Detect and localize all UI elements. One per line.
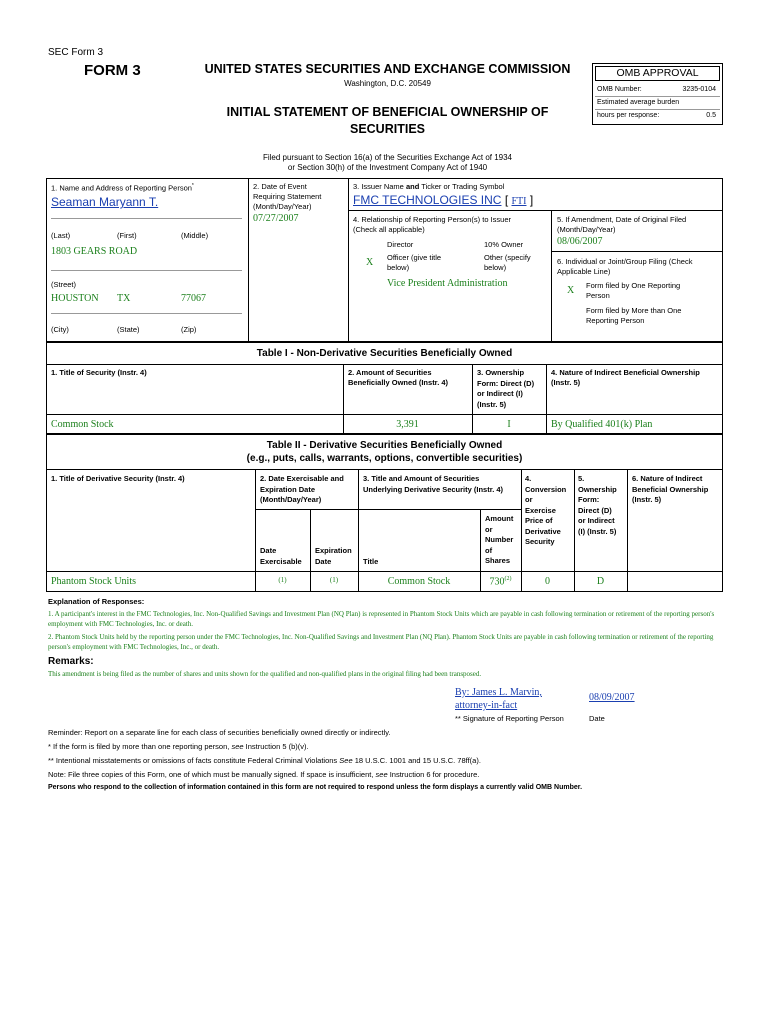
event-date: 07/27/2007	[253, 213, 299, 224]
t2-row-form: D	[596, 576, 605, 587]
state-label: (State)	[117, 325, 140, 334]
reporting-person-name[interactable]: Seaman Maryann T.	[51, 195, 159, 209]
issuer-link[interactable]: FMC TECHNOLOGIES INC	[353, 193, 502, 207]
t1-head-top	[46, 364, 723, 365]
filed-pursuant-1: Filed pursuant to Section 16(a) of the Securities Exchange Act of 1934	[262, 153, 513, 162]
t1-col-title: 1. Title of Security (Instr. 4)	[51, 368, 147, 377]
omb-divider-2	[595, 109, 720, 110]
director-option: Director	[387, 240, 414, 249]
filed-pursuant-2: or Section 30(h) of the Investment Company Act of 1940	[287, 163, 488, 172]
ticker-link[interactable]: FTI	[511, 196, 527, 207]
t1-row-amount: 3,391	[396, 419, 419, 430]
t1-v3	[546, 364, 547, 434]
t2-v2	[358, 469, 359, 592]
explanation-note-1: 1. A participant's interest in the FMC Technologies, Inc. Non-Qualified Savings and Investment Plan (NQ Plan) is represented in Phantom Stock Units which are payable in cash following termination or retirement of the reporting person's employment with FMC Technologies, Inc. or death.	[48, 610, 715, 628]
omb-notice: Persons who respond to the collection of information contained in this form are not required to respond unless the form displays a currently valid OMB Number.	[48, 784, 583, 791]
last-label: (Last)	[51, 231, 71, 240]
t2-sub-expiration: Expiration Date	[315, 546, 352, 566]
issuer-name: FMC TECHNOLOGIES INC [ FTI ]	[353, 193, 534, 207]
t2-col-dates: 2. Date Exercisable and Expiration Date (Month/Day/Year)	[260, 474, 344, 504]
t2-row-underlying: Common Stock	[387, 576, 451, 587]
zip-label: (Zip)	[181, 325, 197, 334]
divider-v2	[348, 178, 349, 342]
box1-label: 1. Name and Address of Reporting Person*	[51, 183, 194, 193]
t1-row-form: I	[507, 419, 511, 430]
t2-col-price: 4. Conversion or Exercise Price of Derivative Security	[525, 474, 567, 546]
t2-v3	[521, 469, 522, 592]
t2-sub-title: Title	[363, 557, 379, 566]
one-person-option: Form filed by One Reporting Person	[586, 281, 681, 300]
commission-title: UNITED STATES SECURITIES AND EXCHANGE COMMISSION	[204, 62, 571, 76]
city-line	[51, 313, 242, 314]
t2-head-bottom	[46, 571, 723, 572]
signature-name[interactable]: By: James L. Marvin, attorney-in-fact	[455, 687, 542, 711]
first-label: (First)	[117, 231, 137, 240]
street-line	[51, 270, 242, 271]
name-line	[51, 218, 242, 219]
signature-label: ** Signature of Reporting Person	[455, 714, 564, 723]
omb-number: 3235-0104	[682, 86, 716, 93]
t2-col-underlying: 3. Title and Amount of Securities Underlying Derivative Security (Instr. 4)	[363, 474, 504, 494]
box5-label: 5. If Amendment, Date of Original Filed (Month/Day/Year)	[557, 215, 687, 234]
divider-v1	[248, 178, 249, 342]
signature-date-label: Date	[589, 714, 605, 723]
t2-col-title: 1. Title of Derivative Security (Instr. 4)	[51, 474, 185, 483]
divider-h2	[551, 251, 723, 252]
city-value: HOUSTON	[51, 293, 99, 304]
t2-col-ownership: 5. Ownership Form: Direct (D) or Indirect (I) (Instr. 5)	[578, 474, 617, 536]
t1-col-amount: 2. Amount of Securities Beneficially Owned (Instr. 4)	[348, 368, 449, 387]
explanation-label: Explanation of Responses:	[48, 597, 145, 606]
amendment-date: 08/06/2007	[557, 236, 603, 247]
table-1-title: Table I - Non-Derivative Securities Beneficially Owned	[256, 348, 513, 359]
omb-number-label: OMB Number:	[597, 86, 642, 93]
omb-divider-1	[595, 96, 720, 97]
box3-label: 3. Issuer Name and Ticker or Trading Symbol	[353, 182, 505, 191]
street-label: (Street)	[51, 280, 77, 289]
omb-hours: 0.5	[706, 112, 716, 119]
t1-row-title: Common Stock	[51, 419, 114, 430]
divider-v3	[551, 210, 552, 342]
zip-value: 77067	[181, 293, 206, 304]
form-title: INITIAL STATEMENT OF BENEFICIAL OWNERSHIP OF SECURITIES	[226, 105, 549, 136]
reminder-text: Reminder: Report on a separate line for each class of securities beneficially owned directly or indirectly.	[48, 728, 391, 737]
t2-v5	[627, 469, 628, 592]
footnote-1: * If the form is filed by more than one reporting person, see Instruction 5 (b)(v).	[48, 742, 309, 751]
more-person-option: Form filed by More than One Reporting Person	[586, 306, 682, 325]
middle-label: (Middle)	[181, 231, 209, 240]
form-number: FORM 3	[84, 62, 141, 79]
t2-row-title: Phantom Stock Units	[51, 576, 137, 587]
footnote-3: Note: File three copies of this Form, one of which must be manually signed. If space is insufficient, see Instruction 6 for procedure.	[48, 770, 480, 779]
t2-row-expiration: (1)	[329, 576, 339, 584]
t2-row-amount: 730$^{(2)}$	[489, 576, 512, 588]
t2-sub-exercisable: Date Exercisable	[260, 546, 302, 566]
explanation-note-2: 2. Phantom Stock Units held by the reporting person under the FMC Technologies, Inc. Non-Qualified Savings and Investment Plan (NQ Plan). Phantom Stock Units are payable in cash following termination or retirement of the reporting person's employment with FMC Technologies, Inc., or death.	[48, 633, 714, 651]
t2-col-nature: 6. Nature of Indirect Beneficial Ownership (Instr. 5)	[632, 474, 709, 504]
signature-date: 08/09/2007	[589, 692, 635, 703]
t2-row-price: 0	[545, 576, 550, 587]
state-value: TX	[117, 293, 131, 304]
t2-sub-amount: Amount or Number of Shares	[485, 514, 514, 565]
officer-check-mark: X	[366, 257, 374, 268]
city-label: (City)	[51, 325, 69, 334]
one-person-check-mark: X	[567, 285, 575, 296]
t2-v1	[255, 469, 256, 592]
ten-pct-owner-option: 10% Owner	[484, 240, 524, 249]
t1-col-nature: 4. Nature of Indirect Beneficial Ownership (Instr. 5)	[551, 368, 700, 387]
box4-label: 4. Relationship of Reporting Person(s) to Issuer (Check all applicable)	[353, 215, 511, 234]
t2-sub-line	[255, 509, 521, 510]
officer-option: Officer (give title below)	[387, 253, 442, 272]
officer-title: Vice President Administration	[387, 278, 508, 289]
t1-row-nature: By Qualified 401(k) Plan	[551, 419, 653, 430]
remarks-label: Remarks:	[48, 656, 94, 667]
t1-col-ownership: 3. Ownership Form: Direct (D) or Indirect (I) (Instr. 5)	[477, 368, 535, 409]
street-value: 1803 GEARS ROAD	[51, 246, 138, 257]
omb-hours-label: hours per response:	[597, 112, 660, 119]
remarks-text: This amendment is being filed as the number of shares and units shown for the qualified and non-qualified plans in the original filing had been transposed.	[48, 670, 482, 678]
footnote-2: ** Intentional misstatements or omissions of facts constitute Federal Criminal Violations See 18 U.S.C. 1001 and 15 U.S.C. 78ff(a).	[48, 756, 481, 765]
t2-v4	[574, 469, 575, 592]
sec-form-label: SEC Form 3	[48, 47, 104, 58]
t2-head-top	[46, 469, 723, 470]
divider-h1	[348, 210, 723, 211]
omb-burden-label: Estimated average burden	[597, 99, 680, 106]
table-2-title-2: (e.g., puts, calls, warrants, options, convertible securities)	[246, 453, 523, 464]
t2-row-exercisable: (1)	[278, 576, 287, 584]
t1-head-bottom	[46, 414, 723, 415]
box6-label: 6. Individual or Joint/Group Filing (Check Applicable Line)	[557, 257, 693, 276]
box2-label: 2. Date of Event Requiring Statement (Month/Day/Year)	[253, 182, 322, 211]
other-option: Other (specify below)	[484, 253, 531, 272]
commission-location: Washington, D.C. 20549	[344, 79, 431, 88]
table-2-title-1: Table II - Derivative Securities Beneficially Owned	[266, 440, 503, 451]
omb-approval-title: OMB APPROVAL	[595, 66, 720, 81]
